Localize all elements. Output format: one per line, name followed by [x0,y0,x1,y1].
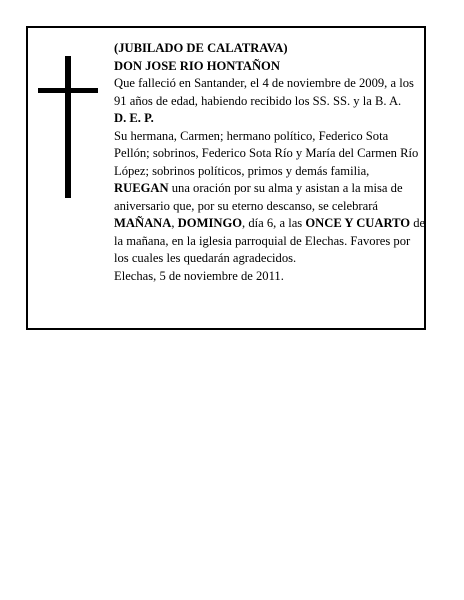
request-text-1: una oración por su alma y asistan a la misa de aniversario que, por su eterno descanso, se celebrará [114,181,403,213]
mass-time: ONCE Y CUARTO [305,216,411,230]
domingo-word: DOMINGO [177,216,243,230]
request-text-2: , día 6, a las [242,216,306,230]
manana-word: MAÑANA [114,216,172,230]
heading-affiliation: (JUBILADO DE CALATRAVA) [114,41,288,55]
deceased-name: DON JOSE RIO HONTAÑON [114,58,280,73]
family-members: Su hermana, Carmen; hermano político, Federico Sota Pellón; sobrinos, Federico Sota Río y María del Carmen Río López; sobrinos políticos, primos y demás familia, [114,128,419,178]
cross-vertical-bar [65,56,71,198]
latin-cross-icon [38,56,98,198]
notice-text [114,40,426,285]
cross-horizontal-bar [38,88,98,93]
ruegan-word: RUEGAN [114,181,169,195]
request-text-3: de la mañana, en la iglesia parroquial de Elechas. Favores por los cuales les quedarán agradecidos. [114,216,426,265]
dep-abbreviation: D. E. P. [114,111,154,125]
death-statement: Que falleció en Santander, el 4 de noviembre de 2009, a los 91 años de edad, habiendo recibido los SS. SS. y la B. A. [114,76,414,108]
request-comma: , [171,216,178,230]
obituary-notice [26,26,426,330]
mass-request [114,180,426,268]
closing-place-date: Elechas, 5 de noviembre de 2011. [114,268,284,283]
